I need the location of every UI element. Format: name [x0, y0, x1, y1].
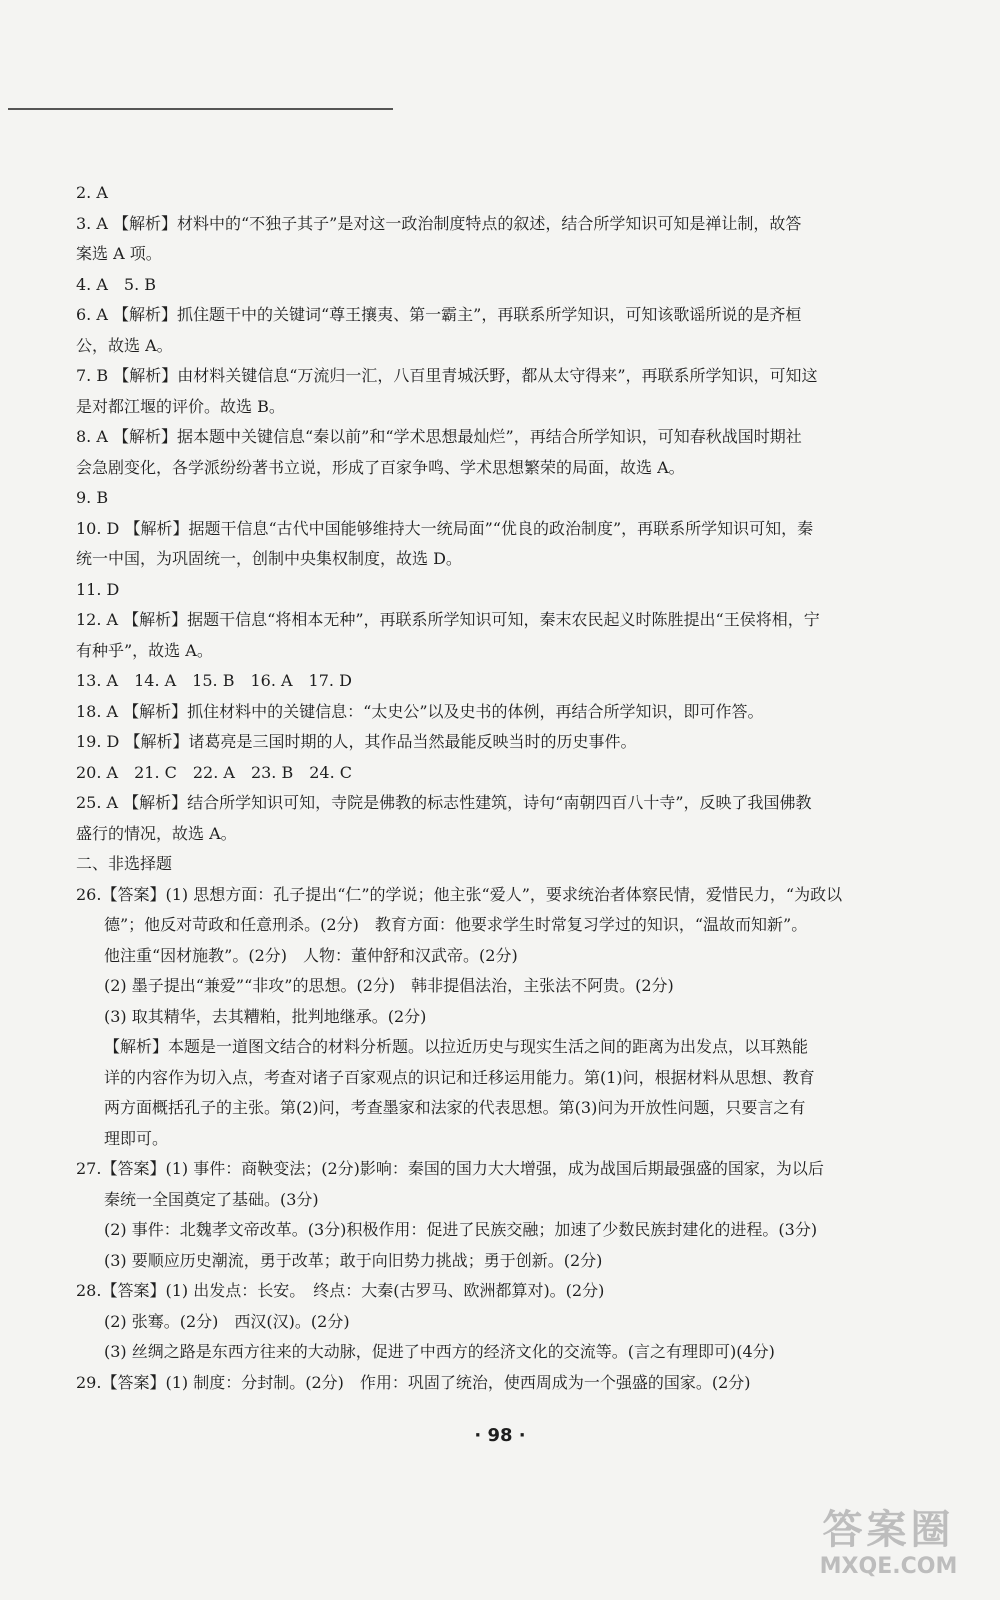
watermark-text: 答案圈: [822, 1506, 955, 1553]
text-line: 【解析】本题是一道图文结合的材料分析题。以拉近历史与现实生活之间的距离为出发点，以耳熟能: [104, 1037, 809, 1056]
answer-item: [76, 727, 856, 758]
text-line: 29.【答案】(1) 制度：分封制。(2分) 作用：巩固了统治，使西周成为一个强盛的国家。(2分): [76, 1372, 751, 1392]
answer-item: [76, 514, 856, 575]
text-line: 12. A 【解析】据题干信息“将相本无种”，再联系所学知识可知，秦末农民起义时陈胜提出“王侯将相，宁: [76, 610, 820, 629]
watermark-url: MXQE.COM: [819, 1554, 958, 1579]
text-line: 11. D: [76, 579, 120, 599]
text-line: 19. D 【解析】诸葛亮是三国时期的人，其作品当然最能反映当时的历史事件。: [76, 732, 637, 751]
text-line: 2. A: [76, 183, 108, 202]
page-number: · 98 ·: [474, 1425, 526, 1446]
text-line: (2) 事件：北魏孝文帝改革。(3分)积极作用：促进了民族交融；加速了少数民族封建化的进程。(3分): [104, 1220, 818, 1239]
text-line: 13. A 14. A 15. B 16. A 17. D: [76, 671, 352, 690]
answer-item: [76, 422, 856, 483]
text-line: 他注重“因材施教”。(2分) 人物：董仲舒和汉武帝。(2分): [104, 945, 518, 965]
text-line: 28.【答案】(1) 出发点：长安。 终点：大秦(古罗马、欧洲都算对)。(2分): [76, 1281, 605, 1300]
answer-item: [76, 483, 856, 514]
answer-item: [76, 575, 856, 606]
text-line: 4. A 5. B: [76, 274, 157, 294]
text-line: (2) 张骞。(2分) 西汉(汉)。(2分): [104, 1311, 350, 1331]
text-line: 是对都江堰的评价。故选 B。: [76, 396, 285, 416]
text-line: 德”；他反对苛政和任意刑杀。(2分) 教育方面：他要求学生时常复习学过的知识，“温故而知新”。: [104, 915, 808, 934]
answer-item: [76, 666, 856, 697]
text-line: 10. D 【解析】据题干信息“古代中国能够维持大一统局面”“优良的政治制度”，再联系所学知识可知，秦: [76, 518, 814, 538]
text-line: 8. A 【解析】据本题中关键信息“秦以前”和“学术思想最灿烂”，再结合所学知识，可知春秋战国时期社: [76, 427, 802, 446]
answer-item: [76, 270, 856, 301]
text-line: 详的内容作为切入点，考查对诸子百家观点的识记和迁移运用能力。第(1)问，根据材料从思想、教育: [104, 1067, 815, 1087]
text-line: 27.【答案】(1) 事件：商鞅变法；(2分)影响：秦国的国力大大增强，成为战国后期最强盛的国家，为以后: [76, 1159, 824, 1178]
section-heading: 二、非选择题: [76, 854, 173, 873]
text-line: (3) 丝绸之路是东西方往来的大动脉，促进了中西方的经济文化的交流等。(言之有理即可)(4分): [104, 1342, 775, 1361]
answer-item: [76, 209, 856, 270]
text-line: 26.【答案】(1) 思想方面：孔子提出“仁”的学说；他主张“爱人”，要求统治者体察民情，爱惜民力，“为政以: [76, 884, 843, 904]
text-line: 盛行的情况，故选 A。: [76, 823, 237, 843]
text-line: 9. B: [76, 488, 109, 507]
answer-item: [76, 178, 856, 209]
open-answers: [76, 880, 856, 1399]
text-line: 会急剧变化，各学派纷纷著书立说，形成了百家争鸣、学术思想繁荣的局面，故选 A。: [76, 457, 685, 477]
text-line: 公，故选 A。: [76, 335, 173, 355]
text-line: 秦统一全国奠定了基础。(3分): [104, 1189, 319, 1209]
text-line: 理即可。: [104, 1128, 169, 1148]
watermark-logo: [801, 1506, 976, 1586]
answer-item: [76, 605, 856, 666]
text-line: 有种乎”，故选 A。: [76, 640, 213, 660]
answer-item: [76, 361, 856, 422]
text-line: 20. A 21. C 22. A 23. B 24. C: [76, 762, 353, 782]
answer-block: [76, 1368, 856, 1399]
text-line: 两方面概括孔子的主张。第(2)问，考查墨家和法家的代表思想。第(3)问为开放性问题，只要言之有: [104, 1098, 806, 1117]
text-line: 18. A 【解析】抓住材料中的关键信息：“太史公”以及史书的体例，再结合所学知识，即可作答。: [76, 701, 764, 721]
text-line: 7. B 【解析】由材料关键信息“万流归一汇，八百里青城沃野，都从太守得来”，再联系所学知识，可知这: [76, 366, 818, 385]
text-line: (2) 墨子提出“兼爱”“非攻”的思想。(2分) 韩非提倡法治，主张法不阿贵。(2分): [104, 976, 674, 995]
answer-item: [76, 788, 856, 849]
text-line: 6. A 【解析】抓住题干中的关键词“尊王攘夷、第一霸主”，再联系所学知识，可知该歌谣所说的是齐桓: [76, 305, 802, 324]
answer-block: [76, 1154, 856, 1276]
answer-content: [76, 178, 856, 1398]
text-line: 统一中国，为巩固统一，创制中央集权制度，故选 D。: [76, 549, 462, 568]
answer-item: [76, 300, 856, 361]
text-line: 案选 A 项。: [76, 244, 162, 263]
text-line: 25. A 【解析】结合所学知识可知，寺院是佛教的标志性建筑，诗句“南朝四百八十寺”，反映了我国佛教: [76, 793, 812, 812]
answer-item: [76, 758, 856, 789]
choice-answers: [76, 178, 856, 849]
answer-block: [76, 1276, 856, 1368]
header-rule: [8, 108, 393, 110]
text-line: (3) 要顺应历史潮流，勇于改革；敢于向旧势力挑战；勇于创新。(2分): [104, 1250, 603, 1270]
answer-item: [76, 697, 856, 728]
text-line: (3) 取其精华，去其糟粕，批判地继承。(2分): [104, 1006, 427, 1026]
answer-block: [76, 880, 856, 1155]
text-line: 3. A 【解析】材料中的“不独子其子”是对这一政治制度特点的叙述，结合所学知识可知是禅让制，故答: [76, 213, 802, 233]
